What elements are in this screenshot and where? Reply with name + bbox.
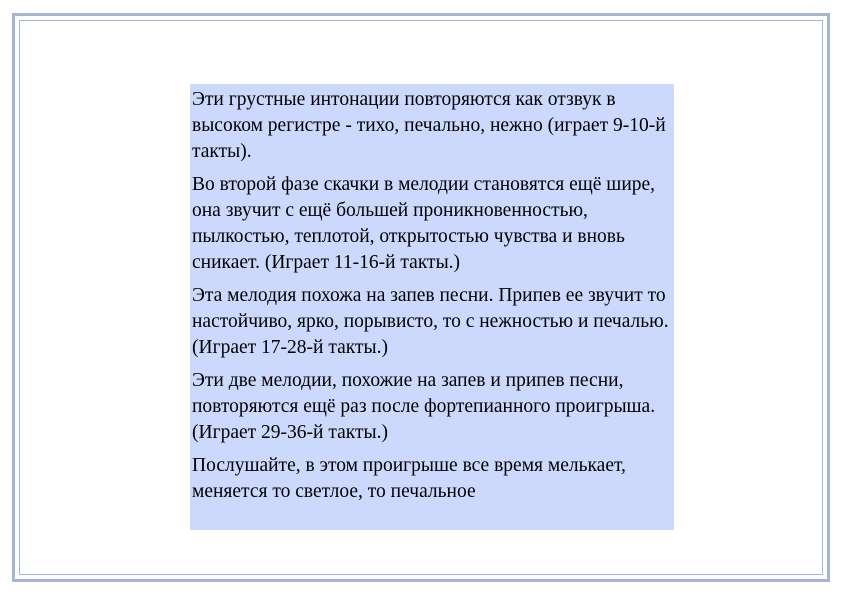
paragraph-3: Эта мелодия похожа на запев песни. Припев ее звучит то настойчиво, ярко, порывисто, то с нежностью и печалью. (Играет 17-28-й такты.) — [192, 285, 669, 358]
paragraph-4: Эти две мелодии, похожие на запев и припев песни, повторяются ещё раз после фортепианного проигрыша. (Играет 29-36-й такты.) — [192, 370, 656, 443]
paragraph-1: Эти грустные интонации повторяются как отзвук в высоком регистре - тихо, печально, нежно (играет 9-10-й такты). — [192, 89, 666, 162]
paragraph-2: Во второй фазе скачки в мелодии становятся ещё шире, она звучит с ещё большей проникновенностью, пылкостью, теплотой, открытостью чувства и вновь сникает. (Играет 11-16-й такты.) — [192, 174, 656, 273]
paragraph-5: Послушайте, в этом проигрыше все время мелькает, меняется то светлое, то печальное — [192, 455, 626, 502]
text-box — [190, 84, 674, 530]
